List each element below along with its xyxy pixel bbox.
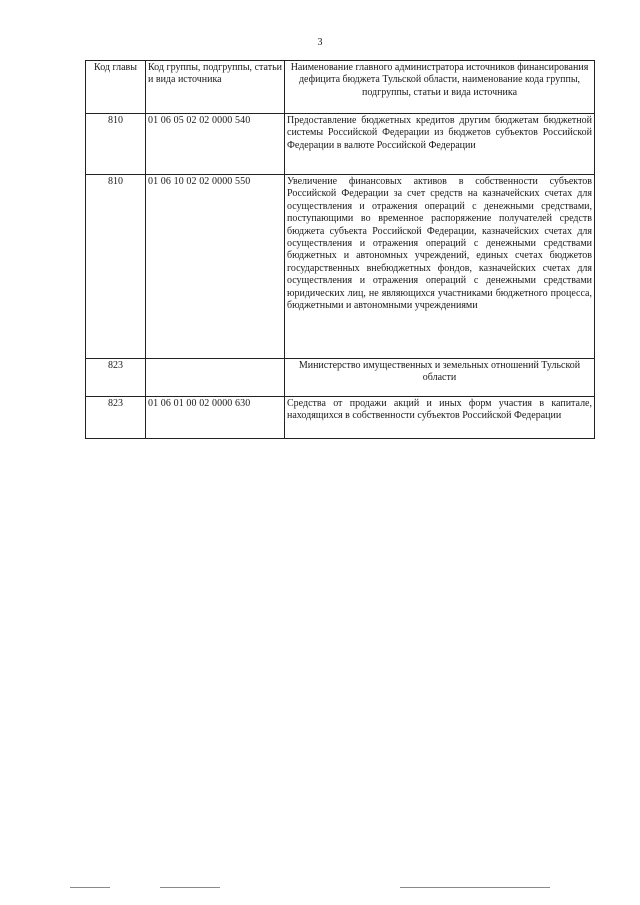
- name-cell: Предоставление бюджетных кредитов другим бюджетам бюджетной системы Российской Федерации из бюджетов субъектов Российской Федерации в валюте Российской Федерации: [285, 114, 595, 175]
- table-header-row: [86, 61, 595, 114]
- group-code-cell: 01 06 05 02 02 0000 540: [146, 114, 285, 175]
- chapter-code-cell: 823: [86, 397, 146, 439]
- chapter-code-cell: 810: [86, 175, 146, 359]
- table-row: [86, 114, 595, 175]
- group-code-cell: 01 06 10 02 02 0000 550: [146, 175, 285, 359]
- group-code-cell: 01 06 01 00 02 0000 630: [146, 397, 285, 439]
- sources-table: [85, 60, 595, 439]
- header-group-code: Код группы, подгруппы, статьи и вида источника: [146, 61, 285, 114]
- group-code-cell: [146, 359, 285, 397]
- name-cell: Средства от продажи акций и иных форм участия в капитале, находящихся в собственности субъектов Российской Федерации: [285, 397, 595, 439]
- table-row: [86, 359, 595, 397]
- chapter-code-cell: 823: [86, 359, 146, 397]
- administrator-name-cell: Министерство имущественных и земельных отношений Тульской области: [285, 359, 595, 397]
- header-chapter-code: Код главы: [86, 61, 146, 114]
- scan-artifact: [400, 887, 550, 888]
- chapter-code-cell: 810: [86, 114, 146, 175]
- page-number: 3: [317, 37, 323, 48]
- table-row: [86, 397, 595, 439]
- header-name: Наименование главного администратора источников финансирования дефицита бюджета Тульской области, наименование кода группы, подгруппы, статьи и вида источника: [285, 61, 595, 114]
- scan-artifact: [70, 887, 110, 888]
- table-row: [86, 175, 595, 359]
- name-cell: Увеличение финансовых активов в собственности субъектов Российской Федерации за счет средств на казначейских счетах для осуществления и отражения операций с денежными средствами, поступающими во временное распоряжение получателей средств бюджета субъекта Российской Федерации, казначейских счетах для осуществления и отражения операций с денежными средствами бюджетных и автономных учреждений, единых счетах бюджетов государственных внебюджетных фондов, казначейских счетах для осуществления и отражения операций с денежными средствами юридических лиц, не являющихся участниками бюджетного процесса, бюджетными и автономными учреждениями: [285, 175, 595, 359]
- scan-artifact: [160, 887, 220, 888]
